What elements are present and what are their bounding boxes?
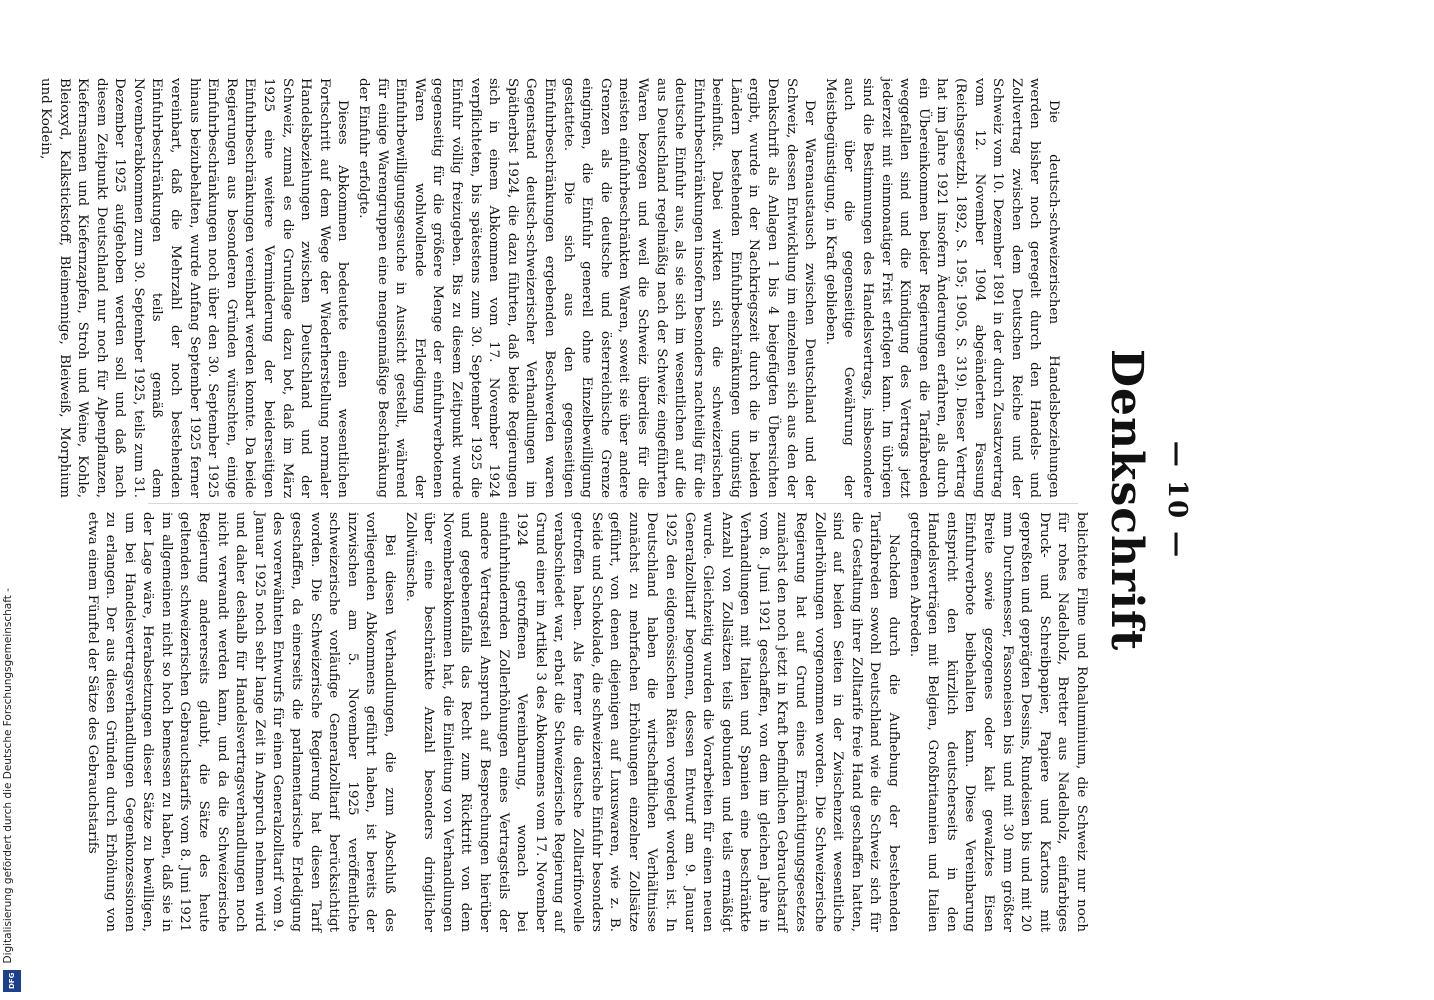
digitization-footer <box>0 0 26 1000</box>
paragraph: Bei diesen Verhandlungen, die zum Abschluß des vorliegenden Abkommens geführt haben, ist bereits der inzwischen am 5. November 1925 veröffentliche schweizerische vorläufige Generalzolltarif berücksichtigt worden. Die Schweizerische Regierung hat diesen Tarif geschaffen, da einerseits die parlamentarische Erledigung des vorerwähnten Entwurfs für einen Generalzolltarif vom 9. Januar 1925 noch sehr lange Zeit in Anspruch nehmen wird und daher deshalb für Handelsvertragsverhandlungen noch nicht verwandt werden kann, und da die Schweizerische Regierung andererseits glaubt, die Sätze des heute geltenden schweizerischen Gebrauchstarifs vom 8. Juni 1921 im allgemeinen nicht so hoch bemessen zu haben, daß sie in der Lage wäre, Herabsetzungen dieser Sätze zu bewilligen, um bei Handelsvertragsverhandlungen Gegenkonzessionen zu erlangen. Der aus diesen Gründen durch Erhöhung von etwa einem Fünftel der Sätze des Gebrauchstarifs <box>84 512 398 932</box>
paragraph: Der Warenaustausch zwischen Deutschland und der Schweiz, dessen Entwicklung im einzelnen sich aus den der Denkschrift als Anlagen 1 bis 4 beigefügten Übersichten ergibt, wurde in der Nachkriegszeit durch die in beiden Ländern bestehenden Einfuhrbeschränkungen ungünstig beeinflußt. Dabei wirkten sich die schweizerischen Einfuhrbeschränkungen insofern besonders nachteilig für die deutsche Einfuhr aus, als sie sich im wesentlichen auf die aus Deutschland regelmäßig nach der Schweiz eingeführten Waren bezogen und weil die Schweiz überdies für die meisten einfuhrbeschränkten Waren, soweit sie über andere Grenzen als die deutsche und österreichische Grenze eingingen, die Einfuhr generell ohne Einzelbewilligung gestattete. Die sich aus den gegenseitigen Einfuhrbeschränkungen ergebenden Beschwerden waren Gegenstand deutsch-schweizerischer Verhandlungen im Spätherbst 1924, die dazu führten, daß beide Regierungen sich in einem Abkommen vom 17. November 1924 verpflichteten, bis spätestens zum 30. September 1925 die Einfuhr völlig freizugeben. Bis zu diesem Zeitpunkt wurde gegenseitig für die größere Menge der einfuhrverbotenen Waren wohlwollende Erledigung der Einfuhrbewilligungsgesuche in Aussicht gestellt, während für einige Warengruppen eine mengenmäßige Beschränkung der Einfuhr erfolgte. <box>356 78 818 498</box>
scanned-page <box>37 0 1200 1000</box>
paragraph: belichtete Filme und Rohaluminium, die Schweiz nur noch für rohes Nadelholz, Bretter aus Nadelholz, einfarbiges Druck- und Schreibpapier, Papiere und Kartons mit gepreßten und geprägten Dessins, Rundeisen bis und mit 20 mm Durchmesser, Fassoneisen bis und mit 30 mm größter Breite sowie gezogenes oder kalt gewalztes Eisen Einfuhrverbote beibehalten kann. Diese Vereinbarung entspricht den kürzlich deutscherseits in den Handelsverträgen mit Belgien, Großbritannien und Italien getroffenen Abreden. <box>906 512 1089 932</box>
text-column-left <box>37 78 1062 498</box>
page-title: Denkschrift <box>1101 348 1152 652</box>
page-number: — 10 — <box>1162 440 1192 560</box>
paragraph: Nachdem durch die Aufhebung der bestehenden Tarifabreden sowohl Deutschland wie die Schweiz sich für die Gestaltung ihrer Zolltarife freie Hand geschaffen hatten, sind auf beiden Seiten in der Zwischenzeit wesentliche Zollerhöhungen vorgenommen worden. Die Schweizerische Regierung hat auf Grund eines Ermächtigungsgesetzes zunächst den noch jetzt in Kraft befindlichen Gebrauchstarif vom 8. Juni 1921 geschaffen, von dem im gleichen Jahre in Verhandlungen mit Italien und Spanien eine beschränkte Anzahl von Zollsätzen teils gebunden und teils ermäßigt wurde. Gleichzeitig wurden die Vorarbeiten für einen neuen Generalzolltarif begonnen, dessen Entwurf am 9. Januar 1925 den eidgenössischen Räten vorgelegt worden ist. In Deutschland haben die wirtschaftlichen Verhältnisse zunächst zu mehrfachen Erhöhungen einzelner Zollsätze geführt, von denen diejenigen auf Luxuswaren, wie z. B. Seide und Schokolade, die schweizerische Einfuhr besonders getroffen haben. Als ferner die deutsche Zolltarifnovelle verabschiedet war, erbat die Schweizerische Regierung auf Grund einer im Artikel 3 des Abkommens vom 17. November 1924 getroffenen Vereinbarung, wonach bei einfuhrhindernden Zollerhöhungen eines Vertragsteils der andere Vertragsteil Anspruch auf Besprechungen hierüber und gegebenenfalls das Recht zum Rücktritt von dem Novemberabkommen hat, die Einleitung von Verhandlungen über eine beschränkte Anzahl besonders dringlicher Zollwünsche. <box>402 512 902 932</box>
column-divider <box>148 503 1078 504</box>
paragraph: Die deutsch-schweizerischen Handelsbeziehungen werden bisher noch geregelt durch den Handels- und Zollvertrag zwischen dem Deutschen Reiche und der Schweiz vom 10. Dezember 1891 in der durch Zusatzvertrag vom 12. November 1904 abgeänderten Fassung (Reichsgesetzbl. 1892, S. 195; 1905, S. 319). Dieser Vertrag hat im Jahre 1921 insofern Änderungen erfahren, als durch ein Übereinkommen beider Regierungen die Tarifabreden weggefallen sind und die Kündigung des Vertrags jetzt jederzeit mit einmonatiger Frist erfolgen kann. Im übrigen sind die Bestimmungen des Handelsvertrags, insbesondere auch über die gegenseitige Gewährung der Meistbegünstigung, in Kraft geblieben. <box>822 78 1061 498</box>
digitization-note: Digitalisierung gefördert durch die Deutsche Forschungsgemeinschaft - <box>2 588 14 964</box>
text-column-right <box>84 512 1090 932</box>
dfg-logo: DFG <box>3 970 21 992</box>
paragraph: Dieses Abkommen bedeutete einen wesentlichen Fortschritt auf dem Wege der Wiederherstellung normaler Handelsbeziehungen zwischen Deutschland und der Schweiz, zumal es die Grundlage dazu bot, daß im März 1925 eine weitere Verminderung der beiderseitigen Einfuhrbeschränkungen vereinbart werden konnte. Da beide Regierungen aus besonderen Gründen wünschten, einige Einfuhrbeschränkungen noch über den 30. September 1925 hinaus beizubehalten, wurde Anfang September 1925 ferner vereinbart, daß die Mehrzahl der noch bestehenden Einfuhrbeschränkungen teils gemäß dem Novemberabkommen zum 30. September 1925, teils zum 31. Dezember 1925 aufgehoben werden soll und daß nach diesem Zeitpunkt Deutschland nur noch für Alpenpflanzen, Kiefernsamen und Kiefernzapfen, Stroh und Weine, Kohle, Bleioxyd, Kalkstickstoff, Bleimennige, Bleiweiß, Morphium und Kodein, <box>37 78 351 498</box>
